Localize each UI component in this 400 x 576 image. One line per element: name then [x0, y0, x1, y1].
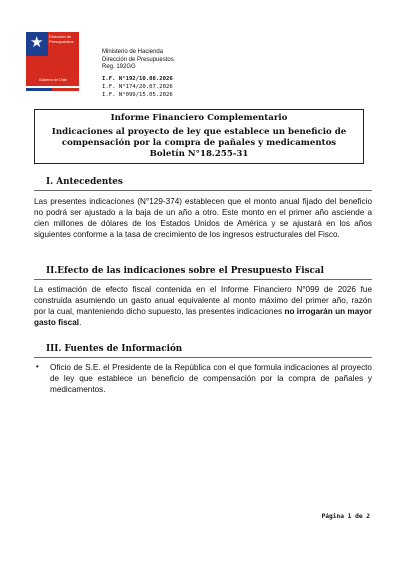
- bulletin-number: Boletín N°18.255-31: [149, 149, 249, 159]
- logo-bar-red: [52, 88, 79, 91]
- report-title-line2: compensación por la compra de pañales y medicamentos: [61, 138, 337, 148]
- government-logo: [26, 32, 79, 86]
- report-ref: I.F. N°174/20.07.2026: [102, 83, 173, 90]
- report-type: Informe Financiero Complementario: [110, 113, 288, 123]
- section-divider: [34, 279, 372, 280]
- report-ref: I.F. N°192/10.08.2026: [102, 75, 173, 82]
- efecto-paragraph: [34, 284, 372, 328]
- direction-label: Dirección de Presupuestos: [102, 56, 174, 63]
- section-divider: [34, 357, 372, 358]
- section-heading-fuentes: III. Fuentes de Información: [46, 344, 183, 354]
- section-heading-antecedentes: I. Antecedentes: [46, 177, 123, 187]
- report-title-line1: Indicaciones al proyecto de ley que establece un beneficio de: [51, 127, 347, 137]
- page-number: Página 1 de 2: [321, 513, 370, 520]
- logo-bar-blue: [26, 88, 52, 91]
- header-info: [102, 49, 174, 99]
- ministry-label: Ministerio de Hacienda: [102, 49, 164, 55]
- registry-label: Reg. 192GG: [102, 64, 136, 70]
- report-ref: I.F. N°099/15.05.2026: [102, 91, 173, 98]
- antecedentes-paragraph: Las presentes indicaciones (N°129-374) establecen que el monto anual fijado del beneficio no podrá ser ajustado a la baja de un año a otro. Este monto en el primer año asciende a cien millones de dólares de los Estados Unidos de América y se ajustará en los años siguientes conforme a la tasa de crecimiento de los ingresos estructurales del Fisco.: [34, 197, 372, 239]
- section-divider: [34, 190, 372, 191]
- section-heading-efecto: II.Efecto de las indicaciones sobre el Presupuesto Fiscal: [46, 266, 324, 276]
- title-box: [34, 109, 364, 164]
- logo-text-bottom: Gobierno de Chile: [38, 78, 68, 82]
- report-references: [102, 75, 174, 99]
- logo-text-top: Dirección de Presupuestos: [49, 34, 74, 44]
- bullet-icon: •: [36, 362, 39, 371]
- fuentes-item: Oficio de S.E. el Presidente de la República con el que formula indicaciones al proyecto de ley que establece un beneficio de compensación por la compra de pañales y medicamentos.: [50, 363, 372, 394]
- efecto-highlight: no irrogarán un mayor gasto fiscal: [34, 307, 372, 327]
- efecto-text-end: .: [79, 318, 82, 327]
- efecto-text: La estimación de efecto fiscal contenida en el Informe Financiero N°099 de 2026 fue construida asumiendo un gasto anual equivalente al monto máximo del primer año, razón por la cual, manteniendo dicho supuesto, las presentes indicaciones: [34, 285, 372, 316]
- star-icon: ★: [30, 33, 44, 51]
